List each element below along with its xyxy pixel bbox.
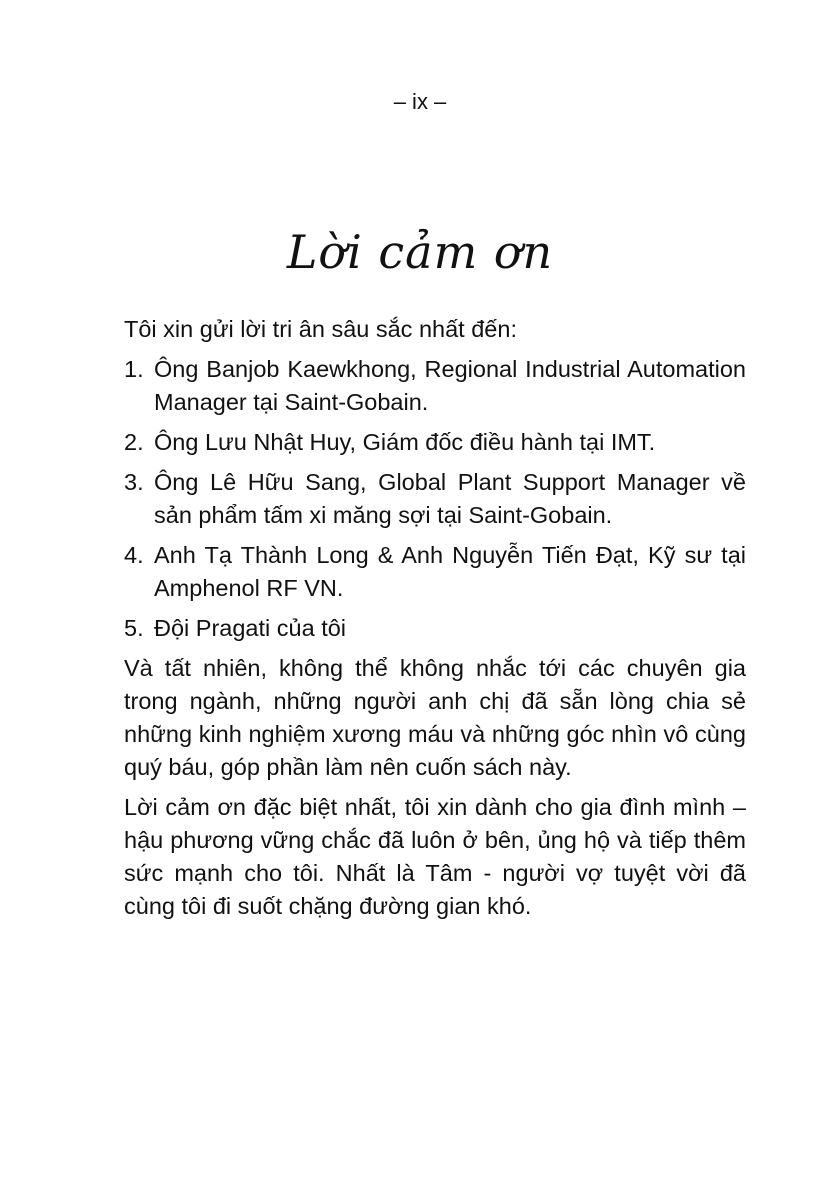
- list-item-number: 2.: [124, 429, 144, 455]
- list-item: [124, 426, 746, 459]
- list-item: [124, 353, 746, 419]
- paragraph-family: Lời cảm ơn đặc biệt nhất, tôi xin dành cho gia đình mình – hậu phương vững chắc đã luôn ở bên, ủng hộ và tiếp thêm sức mạnh cho tôi. Nhất là Tâm - người vợ tuyệt vời đã cùng tôi đi suốt chặng đường gian khó.: [124, 794, 746, 919]
- list-item: [124, 539, 746, 605]
- page-number: – ix –: [393, 89, 447, 114]
- page-title: Lời cảm ơn: [286, 225, 554, 279]
- list-item-text: Đội Pragati của tôi: [154, 615, 347, 641]
- list-item-number: 3.: [124, 469, 144, 495]
- intro-text: Tôi xin gửi lời tri ân sâu sắc nhất đến:: [124, 316, 517, 342]
- list-item-text: Ông Lưu Nhật Huy, Giám đốc điều hành tại IMT.: [154, 429, 656, 455]
- list-item-text: Anh Tạ Thành Long & Anh Nguyễn Tiến Đạt, Kỹ sư tại Amphenol RF VN.: [154, 542, 746, 601]
- list-item-text: Ông Lê Hữu Sang, Global Plant Support Manager về sản phẩm tấm xi măng sợi tại Saint-Gobain.: [154, 469, 746, 528]
- list-item: [124, 466, 746, 532]
- list-item-text: Ông Banjob Kaewkhong, Regional Industrial Automation Manager tại Saint-Gobain.: [154, 356, 746, 415]
- list-item: [124, 612, 746, 645]
- list-item-number: 5.: [124, 615, 144, 641]
- paragraph-experts: Và tất nhiên, không thể không nhắc tới các chuyên gia trong ngành, những người anh chị đã sẵn lòng chia sẻ những kinh nghiệm xương máu và những góc nhìn vô cùng quý báu, góp phần làm nên cuốn sách này.: [124, 655, 746, 780]
- acknowledgements-body: [124, 313, 746, 930]
- list-item-number: 4.: [124, 542, 144, 568]
- list-item-number: 1.: [124, 356, 144, 382]
- acknowledgement-list: [124, 353, 746, 645]
